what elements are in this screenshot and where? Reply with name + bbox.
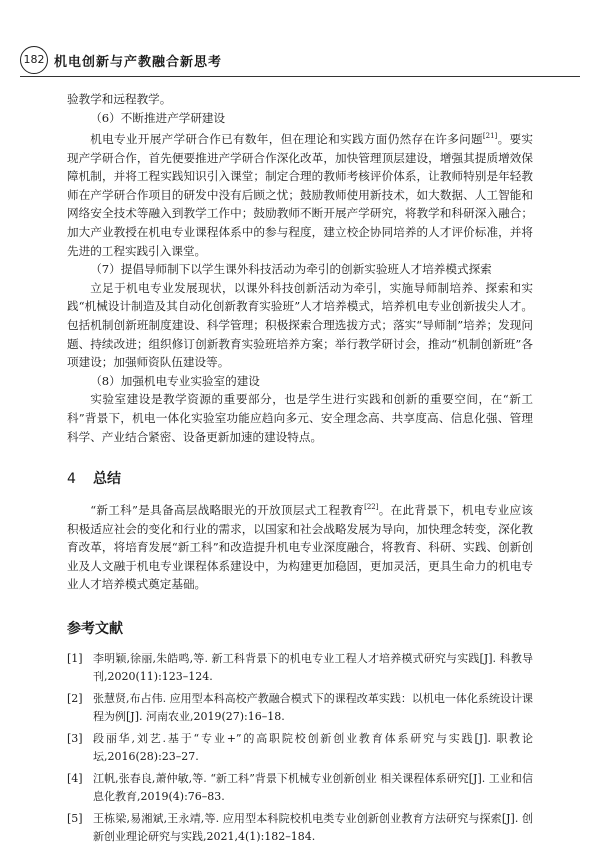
paragraph-6-text: 机电专业开展产学研合作已有数年，但在理论和实践方面仍然存在许多问题 — [90, 132, 483, 147]
summary-paragraph — [67, 498, 533, 594]
paragraph-6-cont: 。要实现产学研合作，首先便要推进产学研合作深化改革，加快管理顶层建设，增强其提质增效保障机制，并将工程实践知识引入课堂；制定合理的教师考核评价体系，让教师特别是年轻教师在产学研合作项目的研发中没有后顾之忧；鼓励教师使用新技术，如大数据、人工智能和网络安全技术等融入到教学工作中；鼓励教师不断开展产学研究，将教学和科研深入融合；加大产业教授在机电专业课程体系中的参与程度，建立校企协同培养的人才评价标准，并将先进的工程实践引入课堂。 — [67, 132, 533, 258]
running-title: 机电创新与产教融合新思考 — [54, 55, 223, 70]
reference-text: 江帆,张春良,萧仲敏,等. “新工科”背景下机械专业创新创业 相关课程体系研究[J]. 工业和信息化教育,2019(4):76–83. — [93, 771, 533, 803]
reference-text: 段丽华,刘艺.基于“专业+”的高职院校创新创业教育体系研究与实践[J]. 职教论坛,2016(28):23–27. — [93, 731, 533, 763]
page-number: 182 — [20, 46, 48, 74]
reference-item — [67, 690, 533, 726]
reference-item — [67, 650, 533, 686]
section-4-heading — [67, 468, 533, 488]
section-4-number: 4 — [67, 471, 76, 488]
reference-number: [4] — [67, 771, 83, 785]
subsection-7-title: （7）提倡导师制下以学生课外科技活动为牵引的创新实验班人才培养模式探索 — [90, 262, 492, 277]
reference-item — [67, 770, 533, 806]
page-body — [67, 90, 533, 850]
paragraph-7: 立足于机电专业发展现状，以课外科技创新活动为牵引，实施导师制培养、探索和实践“机械设计制造及其自动化创新教育实验班”人才培养模式，培养机电专业创新拔尖人才。包括机制创新班制度建设、科学管理；积极探索合理选拔方式；落实“导师制”培养；发现问题、持续改进；组织修订创新教育实验班培养方案；举行教学研讨会，推动“机制创新班”各项建设；加强师资队伍建设等。 — [67, 280, 533, 370]
reference-text: 张慧贤,布占伟. 应用型本科高校产教融合模式下的课程改革实践：以机电一体化系统设计课程为例[J]. 河南农业,2019(27):16–18. — [93, 691, 533, 723]
section-4-title: 总结 — [93, 471, 121, 488]
header-rule — [20, 76, 580, 77]
reference-number: [5] — [67, 811, 83, 825]
citation-22: [22] — [364, 503, 379, 512]
reference-item — [67, 810, 533, 846]
reference-number: [3] — [67, 731, 83, 745]
reference-text: 李明颖,徐丽,朱皓鸣,等. 新工科背景下的机电专业工程人才培养模式研究与实践[J]. 科教导刊,2020(11):123–124. — [93, 651, 533, 683]
references-heading: 参考文献 — [67, 620, 123, 637]
running-header — [20, 46, 580, 74]
citation-21: [21] — [482, 132, 498, 141]
paragraph-8: 实验室建设是教学资源的重要部分，也是学生进行实践和创新的重要空间，在“新工科”背景下，机电一体化实验室功能应趋向多元、安全理念高、共享度高、信息化强、管理科学、产业结合紧密、设备更新加速的建设特点。 — [67, 392, 533, 444]
paragraph-6 — [67, 127, 533, 260]
summary-text: “新工科”是具备高层战略眼光的开放顶层式工程教育 — [90, 503, 365, 517]
reference-item — [67, 730, 533, 766]
subsection-8-title: （8）加强机电专业实验室的建设 — [90, 373, 260, 388]
reference-number: [2] — [67, 691, 83, 705]
reference-text: 王栋梁,易湘斌,王永靖,等. 应用型本科院校机电类专业创新创业教育方法研究与探索[J]. 创新创业理论研究与实践,2021,4(1):182–184. — [93, 811, 533, 843]
reference-list — [67, 650, 533, 846]
summary-cont: 。在此背景下，机电专业应该积极适应社会的变化和行业的需求，以国家和社会战略发展为导向，加快理念转变，深化教育改革，将培育发展“新工科”和改造提升机电专业深度融合，将教育、科研、实践、创新创业及人文融于机电专业课程体系建设中，为构建更加稳固，更加灵活，更具生命力的机电专业人才培养模式奠定基础。 — [67, 503, 533, 592]
reference-number: [1] — [67, 651, 83, 665]
lead-line: 验教学和远程教学。 — [67, 92, 172, 106]
subsection-6-title: （6）不断推进产学研建设 — [90, 110, 226, 125]
